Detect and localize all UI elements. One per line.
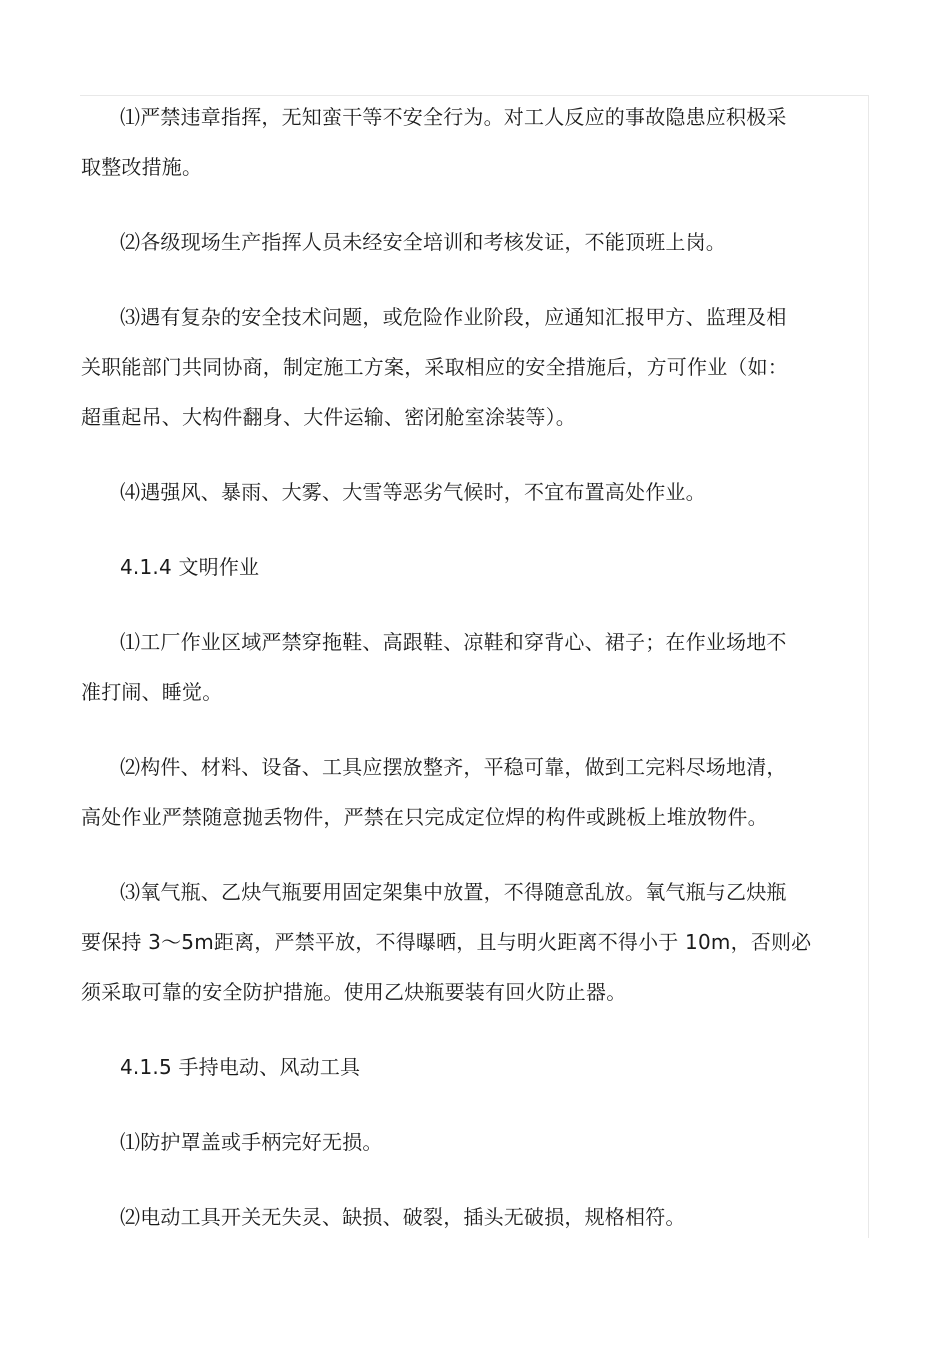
- paragraph-7-line-2: 要保持 3～5m距离，严禁平放，不得曝晒，且与明火距离不得小于 10m，否则必: [81, 930, 812, 954]
- paragraph-6-line-1: ⑵构件、材料、设备、工具应摆放整齐，平稳可靠，做到工完料尽场地清，: [120, 755, 787, 779]
- paragraph-7-line-3: 须采取可靠的安全防护措施。使用乙炔瓶要装有回火防止器。: [81, 980, 627, 1004]
- paragraph-7-line-1: ⑶氧气瓶、乙炔气瓶要用固定架集中放置，不得随意乱放。氧气瓶与乙炔瓶: [120, 880, 787, 904]
- section-heading-4-1-5: 4.1.5 手持电动、风动工具: [120, 1055, 361, 1079]
- paragraph-5-line-2: 准打闹、睡觉。: [81, 680, 223, 704]
- paragraph-3-line-2: 关职能部门共同协商，制定施工方案，采取相应的安全措施后，方可作业（如：: [81, 355, 788, 379]
- paragraph-2-line-1: ⑵各级现场生产指挥人员未经安全培训和考核发证，不能顶班上岗。: [120, 230, 726, 254]
- paragraph-9-line-1: ⑵电动工具开关无失灵、缺损、破裂，插头无破损，规格相符。: [120, 1205, 686, 1229]
- paragraph-3-line-1: ⑶遇有复杂的安全技术问题，或危险作业阶段，应通知汇报甲方、监理及相: [120, 305, 787, 329]
- paragraph-5-line-1: ⑴工厂作业区域严禁穿拖鞋、高跟鞋、凉鞋和穿背心、裙子；在作业场地不: [120, 630, 787, 654]
- paragraph-1-line-1: ⑴严禁违章指挥，无知蛮干等不安全行为。对工人反应的事故隐患应积极采: [120, 105, 787, 129]
- paragraph-6-line-2: 高处作业严禁随意抛丢物件，严禁在只完成定位焊的构件或跳板上堆放物件。: [81, 805, 768, 829]
- paragraph-1-line-2: 取整改措施。: [81, 155, 203, 179]
- section-heading-4-1-4: 4.1.4 文明作业: [120, 555, 260, 579]
- paragraph-8-line-1: ⑴防护罩盖或手柄完好无损。: [120, 1130, 383, 1154]
- paragraph-3-line-3: 超重起吊、大构件翻身、大件运输、密闭舱室涂装等）。: [81, 405, 576, 429]
- paragraph-4-line-1: ⑷遇强风、暴雨、大雾、大雪等恶劣气候时，不宜布置高处作业。: [120, 480, 706, 504]
